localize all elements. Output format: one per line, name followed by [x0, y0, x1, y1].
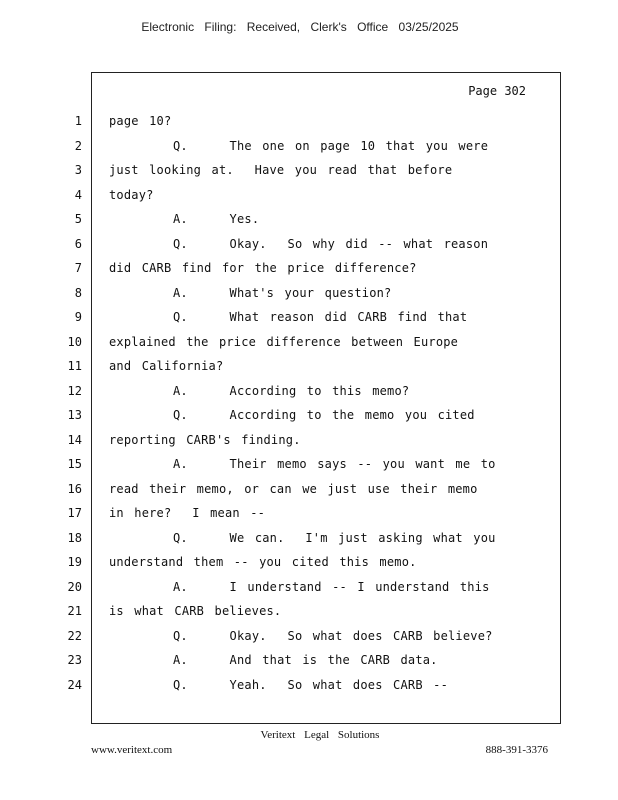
- transcript-line: Q. What reason did CARB find that: [173, 310, 468, 324]
- transcript-line: today?: [109, 187, 154, 202]
- line-number: 23: [67, 653, 82, 667]
- transcript-line: and California?: [109, 359, 224, 373]
- transcript-line: A. And that is the CARB data.: [173, 653, 438, 667]
- transcript-line: in here? I mean --: [109, 506, 266, 520]
- line-number: 9: [74, 310, 82, 324]
- transcript-line: A. Yes.: [173, 212, 260, 226]
- line-number: 10: [67, 334, 82, 349]
- transcript-line: read their memo, or can we just use their memo: [109, 481, 478, 496]
- transcript-line: A. I understand -- I understand this: [173, 579, 490, 594]
- transcript-line: A. Their memo says -- you want me to: [173, 457, 496, 471]
- line-number: 19: [67, 555, 82, 569]
- footer-website: www.veritext.com: [91, 744, 173, 756]
- line-number: 13: [67, 408, 82, 422]
- transcript-line: Q. Yeah. So what does CARB --: [173, 677, 449, 692]
- line-number: 3: [74, 163, 82, 177]
- page-number: Page 302: [468, 84, 526, 98]
- line-number: 5: [74, 212, 82, 226]
- line-number: 2: [74, 138, 82, 153]
- filing-stamp: Electronic Filing: Received, Clerk's Office 03/25/2025: [141, 20, 459, 34]
- line-number: 11: [67, 359, 82, 373]
- transcript-line: just looking at. Have you read that before: [109, 163, 453, 177]
- transcript-line: A. According to this memo?: [173, 383, 410, 398]
- line-number: 22: [67, 628, 82, 643]
- transcript-line: Q. We can. I'm just asking what you: [173, 530, 496, 545]
- line-number: 21: [67, 604, 82, 618]
- transcript-line: Q. Okay. So what does CARB believe?: [173, 628, 493, 643]
- transcript-line: understand them -- you cited this memo.: [109, 555, 417, 569]
- line-number: 6: [74, 236, 82, 251]
- line-number: 16: [67, 481, 82, 496]
- transcript-line: did CARB find for the price difference?: [109, 261, 417, 275]
- footer-company: Veritext Legal Solutions: [260, 729, 380, 741]
- line-number: 17: [67, 506, 82, 520]
- line-number: 1: [74, 114, 82, 128]
- line-number: 7: [74, 261, 82, 275]
- transcript-line: reporting CARB's finding.: [109, 432, 301, 447]
- line-number: 15: [67, 457, 82, 471]
- transcript-line: page 10?: [109, 114, 172, 128]
- line-number: 4: [74, 187, 82, 202]
- line-number: 20: [67, 579, 82, 594]
- line-number: 12: [67, 383, 82, 398]
- transcript-line: is what CARB believes.: [109, 604, 282, 618]
- line-number: 8: [74, 285, 82, 300]
- footer-phone: 888-391-3376: [485, 744, 548, 756]
- line-number: 14: [67, 432, 82, 447]
- line-number: 18: [67, 530, 82, 545]
- transcript-line: explained the price difference between Europe: [109, 334, 459, 349]
- transcript-line: Q. According to the memo you cited: [173, 408, 475, 422]
- line-number: 24: [67, 677, 82, 692]
- transcript-line: A. What's your question?: [173, 285, 392, 300]
- transcript-line: Q. Okay. So why did -- what reason: [173, 236, 489, 251]
- transcript-line: Q. The one on page 10 that you were: [173, 138, 489, 153]
